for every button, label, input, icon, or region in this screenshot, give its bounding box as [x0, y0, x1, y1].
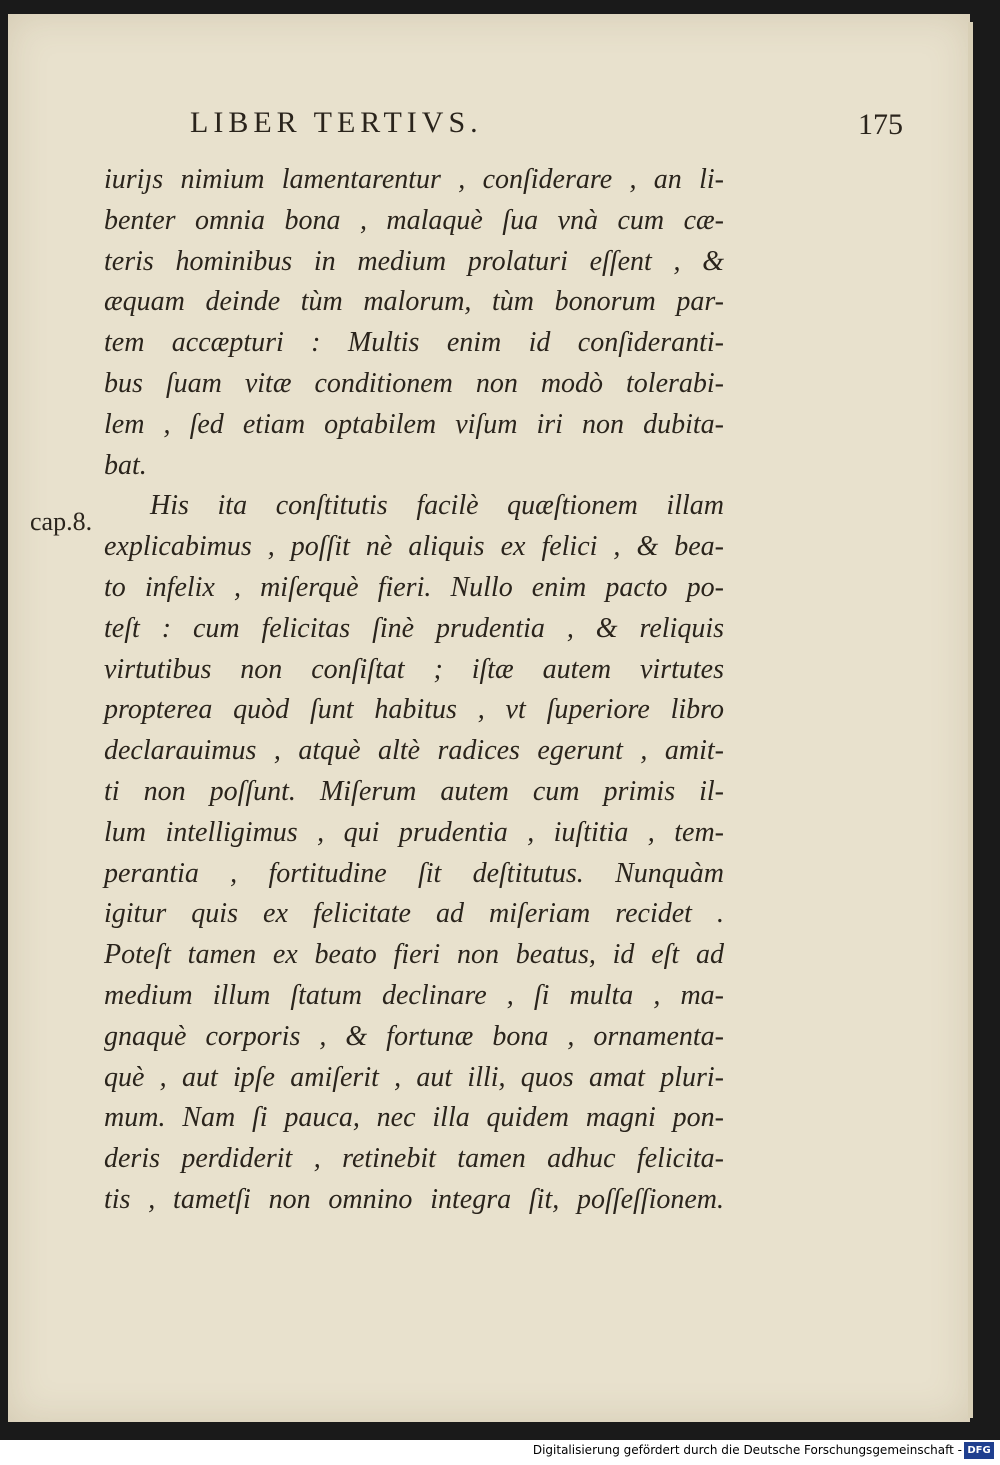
text-line: iuriȷs nimium lamentarentur , conſiderare , an li-	[104, 164, 724, 195]
text-line: medium illum ſtatum declinare , ſi multa , ma-	[104, 979, 724, 1011]
text-line: mum. Nam ſi pauca, nec illa quidem magni pon-	[104, 1102, 724, 1134]
text-line: què , aut ipſe amiſerit , aut illi, quos amat pluri-	[104, 1061, 724, 1093]
text-line: teſt : cum felicitas ſinè prudentia , & reliquis	[104, 612, 724, 644]
dfg-logo: DFG	[964, 1442, 994, 1459]
page-number: 175	[858, 108, 903, 141]
text-line: tem accæpturi : Multis enim id conſideranti-	[104, 327, 724, 359]
text-line: virtutibus non conſiſtat ; iſtæ autem virtutes	[104, 653, 724, 685]
margin-note: cap.8.	[30, 507, 93, 536]
text-line: Poteſt tamen ex beato fieri non beatus, id eſt ad	[104, 939, 724, 971]
text-line: deris perdiderit , retinebit tamen adhuc felicita-	[104, 1143, 724, 1175]
text-line: bus ſuam vitæ conditionem non modò tolerabi-	[104, 367, 724, 399]
text-line: benter omnia bona , malaquè ſua vnà cum cæ-	[104, 204, 724, 236]
text-line: gnaquè corporis , & fortunæ bona , ornamenta-	[104, 1020, 724, 1052]
text-line: lum intelligimus , qui prudentia , iuſtitia , tem-	[104, 816, 724, 848]
text-line: perantia , fortitudine ſit deſtitutus. Nunquàm	[104, 857, 724, 889]
text-line: His ita conſtitutis facilè quæſtionem illam	[150, 490, 724, 522]
text-line: æquam deinde tùm malorum, tùm bonorum par-	[104, 286, 724, 318]
text-line: tis , tametſi non omnino integra ſit, poſſeſſionem.	[104, 1183, 724, 1215]
text-line: to infelix , miſerquè fieri. Nullo enim pacto po-	[104, 571, 724, 603]
running-head: LIBER TERTIVS.	[190, 106, 483, 139]
body-text	[104, 160, 724, 1221]
text-line: lem , ſed etiam optabilem viſum iri non dubita-	[104, 408, 724, 440]
text-line: explicabimus , poſſit nè aliquis ex felici , & bea-	[104, 531, 724, 563]
text-line: igitur quis ex felicitate ad miſeriam recidet .	[104, 898, 724, 930]
page-edge	[968, 22, 973, 1418]
funding-credit: Digitalisierung gefördert durch die Deutsche Forschungsgemeinschaft -	[532, 1443, 962, 1457]
text-line: teris hominibus in medium prolaturi eſſent , &	[104, 245, 724, 277]
text-line: ti non poſſunt. Miſerum autem cum primis il-	[104, 775, 724, 807]
text-line: propterea quòd ſunt habitus , vt ſuperiore libro	[104, 694, 724, 726]
text-line: declarauimus , atquè altè radices egerunt , amit-	[104, 735, 724, 767]
text-line: bat.	[104, 449, 147, 481]
